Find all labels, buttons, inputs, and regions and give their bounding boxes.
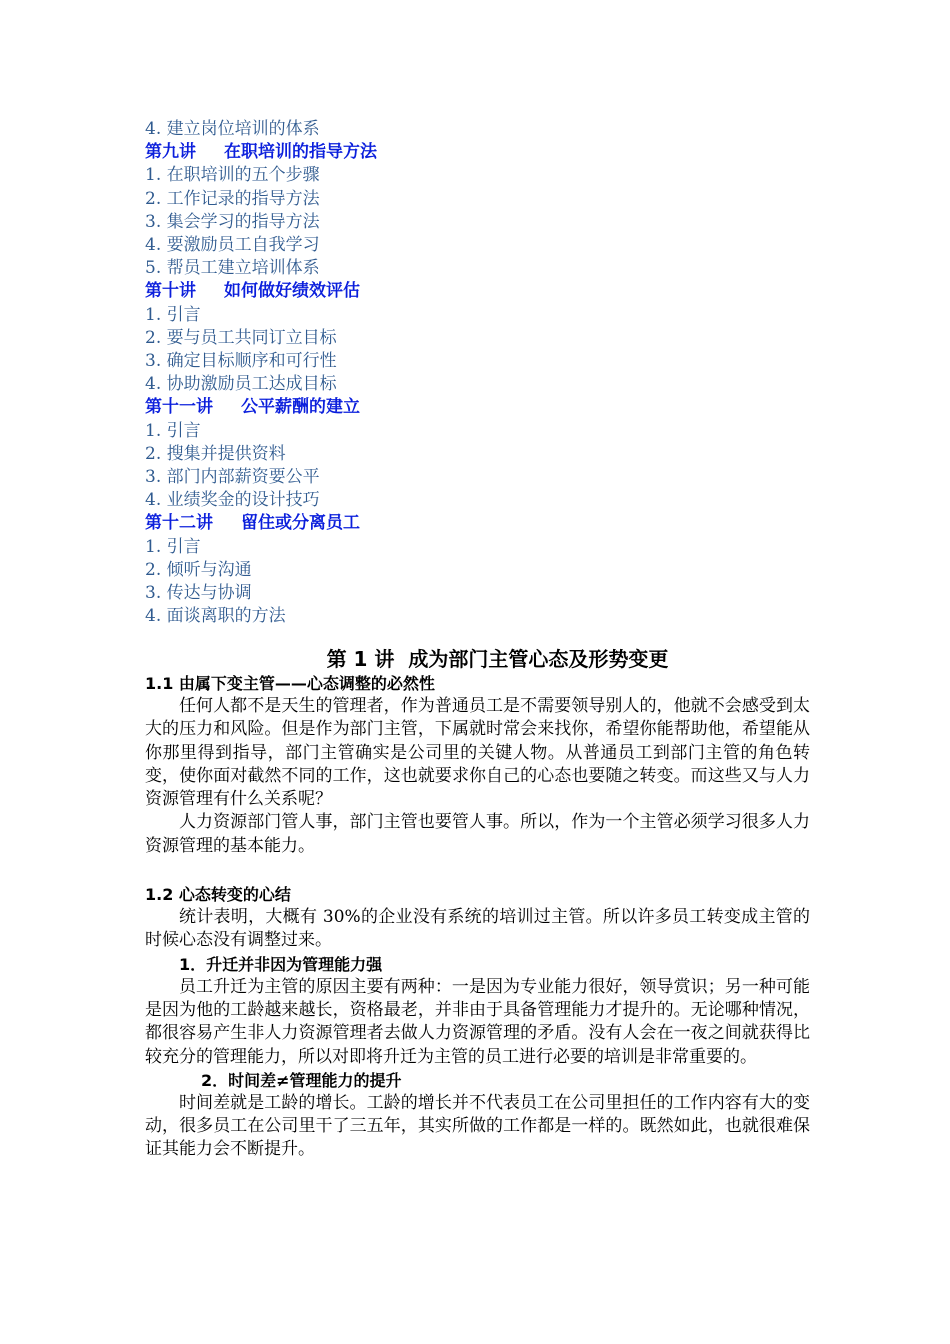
toc-item: 4. 要激励员工自我学习 bbox=[145, 235, 320, 256]
toc-lecture-heading bbox=[145, 141, 825, 164]
section-1-1-title: 1.1 由属下变主管——心态调整的必然性 bbox=[145, 674, 435, 693]
toc-lecture-title: 公平薪酬的建立 bbox=[241, 397, 360, 418]
toc-item: 1. 引言 bbox=[145, 420, 201, 441]
blank-line bbox=[145, 858, 810, 884]
toc-lecture-number: 第十讲 bbox=[145, 281, 196, 302]
toc-lecture-heading bbox=[145, 512, 825, 535]
toc-item: 3. 确定目标顺序和可行性 bbox=[145, 351, 337, 372]
toc-lecture-title: 如何做好绩效评估 bbox=[224, 281, 360, 302]
toc-lecture-number: 第十一讲 bbox=[145, 397, 213, 418]
chapter-lecture: 第 1 讲 bbox=[326, 647, 395, 671]
toc-item: 3. 传达与协调 bbox=[145, 583, 252, 604]
toc-lecture-number: 第十二讲 bbox=[145, 513, 213, 534]
toc-lecture-title: 在职培训的指导方法 bbox=[224, 142, 377, 163]
section-1-2-title: 1.2 心态转变的心结 bbox=[145, 885, 291, 905]
toc-item: 3. 集会学习的指导方法 bbox=[145, 211, 320, 232]
paragraph: 统计表明，大概有 30%的企业没有系统的培训过主管。所以许多员工转变成主管的时候心态没有调整过来。 bbox=[145, 907, 810, 951]
paragraph: 员工升迁为主管的原因主要有两种：一是因为专业能力很好，领导赏识；另一种可能是因为他的工龄越来越长，资格最老，并非由于具备管理能力才提升的。无论哪种情况，都很容易产生非人力资源管理者去做人力资源管理的矛盾。没有人会在一夜之间就获得比较充分的管理能力，所以对即将升迁为主管的员工进行必要的培训是非常重要的。 bbox=[145, 976, 810, 1067]
subsection-title: 1．升迁并非因为管理能力强 bbox=[179, 954, 383, 974]
toc-item: 4. 建立岗位培训的体系 bbox=[145, 119, 320, 139]
toc-item: 2. 搜集并提供资料 bbox=[145, 443, 286, 464]
chapter-title bbox=[185, 645, 810, 673]
toc-item: 5. 帮员工建立培训体系 bbox=[145, 258, 320, 279]
chapter-title-text: 成为部门主管心态及形势变更 bbox=[408, 647, 669, 671]
subsection-title: 2．时间差≠管理能力的提升 bbox=[201, 1070, 402, 1090]
toc-item: 4. 协助激励员工达成目标 bbox=[145, 374, 337, 395]
table-of-contents bbox=[145, 118, 825, 628]
toc-item: 1. 在职培训的五个步骤 bbox=[145, 165, 320, 186]
toc-item: 2. 倾听与沟通 bbox=[145, 559, 252, 580]
toc-lecture-heading bbox=[145, 396, 825, 419]
toc-item: 2. 工作记录的指导方法 bbox=[145, 188, 320, 209]
toc-lecture-title: 留住或分离员工 bbox=[241, 513, 360, 534]
paragraph: 时间差就是工龄的增长。工龄的增长并不代表员工在公司里担任的工作内容有大的变动，很多员工在公司里干了三五年，其实所做的工作都是一样的。既然如此，也就很难保证其能力会不断提升。 bbox=[145, 1092, 810, 1160]
chapter-body bbox=[145, 645, 810, 1162]
toc-item: 1. 引言 bbox=[145, 304, 201, 325]
toc-lecture-heading bbox=[145, 280, 825, 303]
toc-lecture-number: 第九讲 bbox=[145, 142, 196, 163]
paragraph: 人力资源部门管人事，部门主管也要管人事。所以，作为一个主管必须学习很多人力资源管理的基本能力。 bbox=[145, 812, 810, 856]
toc-item: 4. 面谈离职的方法 bbox=[145, 606, 286, 627]
toc-item: 4. 业绩奖金的设计技巧 bbox=[145, 490, 320, 511]
toc-item: 3. 部门内部薪资要公平 bbox=[145, 467, 320, 488]
toc-item: 1. 引言 bbox=[145, 536, 201, 557]
toc-item: 2. 要与员工共同订立目标 bbox=[145, 327, 337, 348]
paragraph: 任何人都不是天生的管理者，作为普通员工是不需要领导别人的，他就不会感受到太大的压力和风险。但是作为部门主管，下属就时常会来找你，希望你能帮助他，希望能从你那里得到指导，部门主管确实是公司里的关键人物。从普通员工到部门主管的角色转变，使你面对截然不同的工作，这也就要求你自己的心态也要随之转变。而这些又与人力资源管理有什么关系呢？ bbox=[145, 696, 810, 810]
